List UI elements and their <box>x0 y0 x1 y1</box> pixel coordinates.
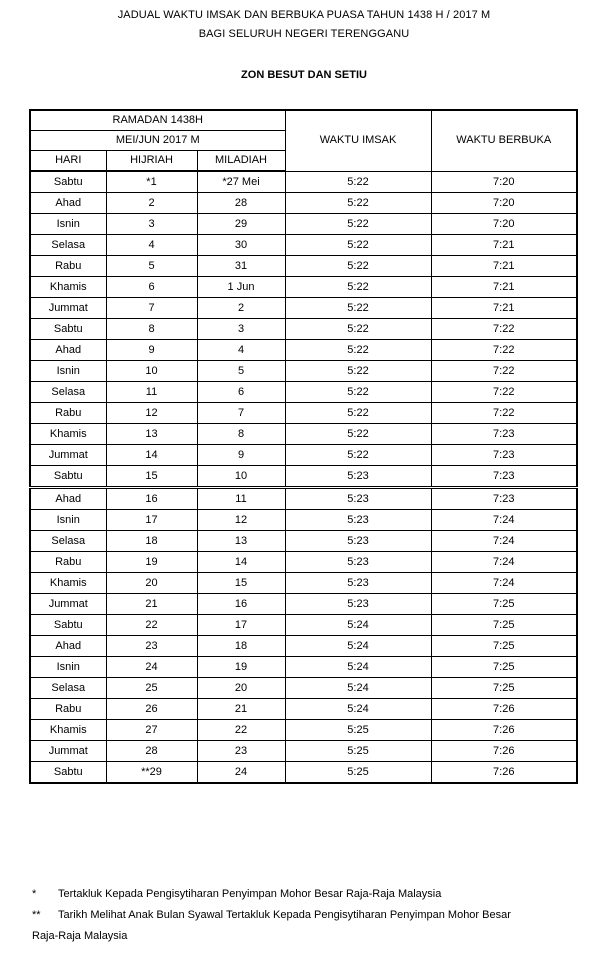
cell-hari: Rabu <box>30 403 106 424</box>
cell-berbuka: 7:21 <box>431 298 577 319</box>
document-title: JADUAL WAKTU IMSAK DAN BERBUKA PUASA TAHUN 1438 H / 2017 M <box>117 9 491 21</box>
table-row <box>30 298 577 319</box>
table-row <box>30 720 577 741</box>
table-row <box>30 235 577 256</box>
cell-imsak: 5:25 <box>285 720 431 741</box>
cell-miladiah: 18 <box>197 636 285 657</box>
footnote-1 <box>32 884 592 905</box>
cell-imsak: 5:22 <box>285 193 431 214</box>
cell-imsak: 5:22 <box>285 319 431 340</box>
cell-miladiah: 4 <box>197 340 285 361</box>
cell-hari: Ahad <box>30 636 106 657</box>
cell-hari: Sabtu <box>30 466 106 488</box>
cell-hari: Jummat <box>30 445 106 466</box>
cell-berbuka: 7:22 <box>431 403 577 424</box>
cell-imsak: 5:22 <box>285 277 431 298</box>
cell-berbuka: 7:22 <box>431 340 577 361</box>
cell-berbuka: 7:23 <box>431 424 577 445</box>
cell-miladiah: 15 <box>197 573 285 594</box>
header-month: MEI/JUN 2017 M <box>30 131 285 151</box>
table-row <box>30 741 577 762</box>
cell-imsak: 5:22 <box>285 340 431 361</box>
cell-hari: Jummat <box>30 741 106 762</box>
table-row <box>30 488 577 510</box>
cell-hari: Isnin <box>30 361 106 382</box>
cell-miladiah: 1 Jun <box>197 277 285 298</box>
cell-hijriah: 3 <box>106 214 197 235</box>
header-ramadan: RAMADAN 1438H <box>30 110 285 131</box>
cell-hari: Jummat <box>30 594 106 615</box>
footnote-1-text: Tertakluk Kepada Pengisytiharan Penyimpan Mohor Besar Raja-Raja Malaysia <box>58 888 442 900</box>
cell-hari: Khamis <box>30 277 106 298</box>
cell-berbuka: 7:20 <box>431 171 577 193</box>
table-row <box>30 573 577 594</box>
cell-berbuka: 7:24 <box>431 531 577 552</box>
cell-hari: Ahad <box>30 340 106 361</box>
schedule-rows <box>30 171 577 783</box>
cell-berbuka: 7:25 <box>431 594 577 615</box>
cell-berbuka: 7:23 <box>431 488 577 510</box>
cell-miladiah: 3 <box>197 319 285 340</box>
cell-berbuka: 7:22 <box>431 382 577 403</box>
cell-miladiah: 20 <box>197 678 285 699</box>
cell-imsak: 5:22 <box>285 382 431 403</box>
cell-hari: Isnin <box>30 657 106 678</box>
document-subtitle: BAGI SELURUH NEGERI TERENGGANU <box>198 28 410 40</box>
cell-hari: Isnin <box>30 214 106 235</box>
cell-miladiah: 12 <box>197 510 285 531</box>
cell-miladiah: 16 <box>197 594 285 615</box>
cell-imsak: 5:24 <box>285 657 431 678</box>
cell-berbuka: 7:20 <box>431 214 577 235</box>
header-miladiah: MILADIAH <box>197 151 285 172</box>
cell-hijriah: 13 <box>106 424 197 445</box>
cell-miladiah: 28 <box>197 193 285 214</box>
cell-miladiah: 10 <box>197 466 285 488</box>
cell-hari: Khamis <box>30 720 106 741</box>
cell-miladiah: 30 <box>197 235 285 256</box>
cell-hijriah: 21 <box>106 594 197 615</box>
table-row <box>30 445 577 466</box>
header-waktu-imsak: WAKTU IMSAK <box>285 110 431 171</box>
cell-hari: Selasa <box>30 678 106 699</box>
cell-hari: Khamis <box>30 424 106 445</box>
cell-miladiah: 23 <box>197 741 285 762</box>
cell-miladiah: 11 <box>197 488 285 510</box>
cell-imsak: 5:23 <box>285 531 431 552</box>
header-hijriah: HIJRIAH <box>106 151 197 172</box>
cell-berbuka: 7:24 <box>431 510 577 531</box>
cell-hijriah: 12 <box>106 403 197 424</box>
cell-imsak: 5:22 <box>285 445 431 466</box>
cell-hijriah: 17 <box>106 510 197 531</box>
cell-imsak: 5:24 <box>285 615 431 636</box>
table-row <box>30 340 577 361</box>
cell-hijriah: 7 <box>106 298 197 319</box>
cell-hijriah: 6 <box>106 277 197 298</box>
footnote-2-continuation: Raja-Raja Malaysia <box>32 930 128 942</box>
cell-hari: Rabu <box>30 699 106 720</box>
cell-imsak: 5:24 <box>285 636 431 657</box>
cell-berbuka: 7:21 <box>431 277 577 298</box>
cell-miladiah: 7 <box>197 403 285 424</box>
cell-imsak: 5:22 <box>285 424 431 445</box>
cell-hari: Selasa <box>30 531 106 552</box>
cell-berbuka: 7:26 <box>431 762 577 784</box>
cell-hijriah: 28 <box>106 741 197 762</box>
cell-imsak: 5:22 <box>285 214 431 235</box>
cell-hari: Isnin <box>30 510 106 531</box>
table-row <box>30 510 577 531</box>
cell-miladiah: 19 <box>197 657 285 678</box>
table-row <box>30 552 577 573</box>
cell-hijriah: 10 <box>106 361 197 382</box>
table-row <box>30 615 577 636</box>
cell-imsak: 5:22 <box>285 256 431 277</box>
cell-hijriah: 20 <box>106 573 197 594</box>
table-row <box>30 636 577 657</box>
cell-imsak: 5:22 <box>285 403 431 424</box>
cell-imsak: 5:22 <box>285 235 431 256</box>
table-row <box>30 171 577 193</box>
table-row <box>30 531 577 552</box>
cell-imsak: 5:25 <box>285 762 431 784</box>
table-row <box>30 361 577 382</box>
cell-imsak: 5:23 <box>285 488 431 510</box>
cell-miladiah: 31 <box>197 256 285 277</box>
cell-imsak: 5:23 <box>285 594 431 615</box>
cell-miladiah: 22 <box>197 720 285 741</box>
cell-berbuka: 7:26 <box>431 741 577 762</box>
cell-hijriah: **29 <box>106 762 197 784</box>
cell-berbuka: 7:26 <box>431 699 577 720</box>
cell-berbuka: 7:23 <box>431 466 577 488</box>
cell-miladiah: 6 <box>197 382 285 403</box>
cell-hijriah: 24 <box>106 657 197 678</box>
footnote-2-mark: ** <box>32 909 41 921</box>
table-row <box>30 256 577 277</box>
footnotes <box>32 884 592 947</box>
cell-hari: Jummat <box>30 298 106 319</box>
table-row <box>30 762 577 784</box>
cell-hijriah: 22 <box>106 615 197 636</box>
cell-hari: Selasa <box>30 235 106 256</box>
table-row <box>30 594 577 615</box>
table-row <box>30 699 577 720</box>
cell-miladiah: 21 <box>197 699 285 720</box>
cell-hari: Sabtu <box>30 319 106 340</box>
cell-berbuka: 7:24 <box>431 573 577 594</box>
cell-imsak: 5:23 <box>285 573 431 594</box>
table-row <box>30 657 577 678</box>
cell-berbuka: 7:20 <box>431 193 577 214</box>
cell-miladiah: 8 <box>197 424 285 445</box>
header-waktu-berbuka: WAKTU BERBUKA <box>431 110 577 171</box>
table-row <box>30 382 577 403</box>
cell-imsak: 5:24 <box>285 699 431 720</box>
cell-hijriah: 23 <box>106 636 197 657</box>
cell-imsak: 5:22 <box>285 361 431 382</box>
cell-miladiah: 29 <box>197 214 285 235</box>
cell-hijriah: *1 <box>106 171 197 193</box>
schedule-table <box>29 109 578 784</box>
cell-imsak: 5:22 <box>285 171 431 193</box>
table-row <box>30 466 577 488</box>
cell-berbuka: 7:25 <box>431 678 577 699</box>
cell-miladiah: 24 <box>197 762 285 784</box>
cell-hijriah: 9 <box>106 340 197 361</box>
cell-hijriah: 2 <box>106 193 197 214</box>
cell-hijriah: 11 <box>106 382 197 403</box>
cell-miladiah: 13 <box>197 531 285 552</box>
cell-hari: Selasa <box>30 382 106 403</box>
cell-miladiah: *27 Mei <box>197 171 285 193</box>
zone-heading: ZON BESUT DAN SETIU <box>241 69 367 81</box>
table-row <box>30 319 577 340</box>
table-row <box>30 678 577 699</box>
cell-hari: Khamis <box>30 573 106 594</box>
cell-imsak: 5:23 <box>285 466 431 488</box>
cell-berbuka: 7:25 <box>431 657 577 678</box>
cell-imsak: 5:23 <box>285 510 431 531</box>
cell-hari: Rabu <box>30 552 106 573</box>
table-row <box>30 424 577 445</box>
table-row <box>30 193 577 214</box>
cell-imsak: 5:22 <box>285 298 431 319</box>
table-row <box>30 403 577 424</box>
cell-hijriah: 4 <box>106 235 197 256</box>
footnote-2-text: Tarikh Melihat Anak Bulan Syawal Tertakluk Kepada Pengisytiharan Penyimpan Mohor Besar <box>58 909 511 921</box>
footnote-1-mark: * <box>32 888 37 900</box>
cell-hijriah: 14 <box>106 445 197 466</box>
cell-hari: Ahad <box>30 488 106 510</box>
table-row <box>30 214 577 235</box>
cell-miladiah: 5 <box>197 361 285 382</box>
cell-hijriah: 15 <box>106 466 197 488</box>
cell-hijriah: 27 <box>106 720 197 741</box>
table-row <box>30 277 577 298</box>
cell-berbuka: 7:25 <box>431 636 577 657</box>
cell-berbuka: 7:21 <box>431 235 577 256</box>
cell-berbuka: 7:24 <box>431 552 577 573</box>
cell-berbuka: 7:25 <box>431 615 577 636</box>
cell-berbuka: 7:23 <box>431 445 577 466</box>
cell-berbuka: 7:26 <box>431 720 577 741</box>
cell-miladiah: 14 <box>197 552 285 573</box>
cell-hijriah: 5 <box>106 256 197 277</box>
cell-hijriah: 25 <box>106 678 197 699</box>
cell-hijriah: 18 <box>106 531 197 552</box>
cell-miladiah: 17 <box>197 615 285 636</box>
cell-hijriah: 16 <box>106 488 197 510</box>
cell-hari: Ahad <box>30 193 106 214</box>
cell-berbuka: 7:22 <box>431 319 577 340</box>
cell-imsak: 5:23 <box>285 552 431 573</box>
cell-miladiah: 2 <box>197 298 285 319</box>
cell-miladiah: 9 <box>197 445 285 466</box>
cell-berbuka: 7:22 <box>431 361 577 382</box>
header-hari: HARI <box>30 151 106 172</box>
cell-imsak: 5:25 <box>285 741 431 762</box>
cell-hari: Sabtu <box>30 762 106 784</box>
cell-berbuka: 7:21 <box>431 256 577 277</box>
cell-hari: Sabtu <box>30 171 106 193</box>
cell-imsak: 5:24 <box>285 678 431 699</box>
cell-hijriah: 19 <box>106 552 197 573</box>
cell-hari: Sabtu <box>30 615 106 636</box>
footnote-2 <box>32 905 592 926</box>
cell-hijriah: 26 <box>106 699 197 720</box>
cell-hijriah: 8 <box>106 319 197 340</box>
cell-hari: Rabu <box>30 256 106 277</box>
